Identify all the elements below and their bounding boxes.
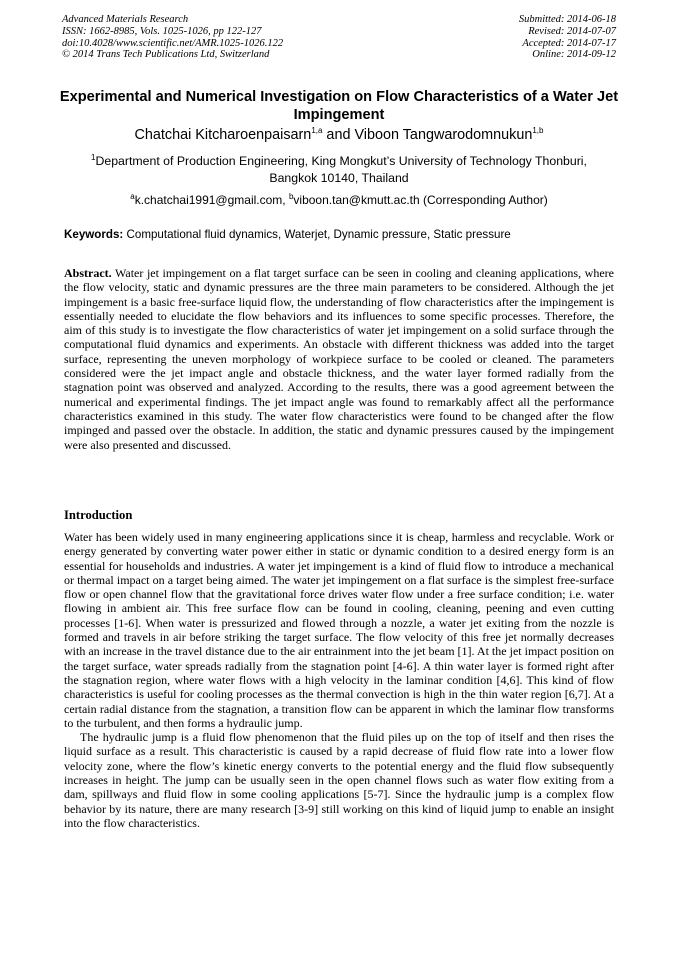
author-joiner: and bbox=[322, 127, 355, 143]
affiliation-line: Department of Production Engineering, King Mongkut’s University of Technology Thonburi, bbox=[95, 154, 587, 168]
abstract-text: Water jet impingement on a flat target surface can be seen in cooling and cleaning applications, where the flow velocity, static and dynamic pressures are the three main parameters to be considered. Although the jet impingement is a basic free-surface liquid flow, the understanding of flow characteristics after the impingement is essentially needed to elucidate the flow behaviors and its influences to some specific processes. Therefore, the aim of this study is to investigate the flow characteristics of water jet impingement on a solid surface through the computational fluid dynamics and experiments. An obstacle with different thickness was added into the target surface, representing the uneven morphology of workpiece surface to be cooled or cleaned. The parameters considered were the jet impact angle and obstacle thickness, and the water layer formed radially from the stagnation point was observed and analyzed. According to the results, there was a good agreement between the numerical and experimental findings. The jet impact angle was found to remarkably affect all the performance characteristics examined in this study. The water flow characteristics were found to be changed after the flow impinged and passed over the obstacle. In addition, the static and dynamic pressures caused by the impingement were also presented and discussed. bbox=[64, 266, 614, 452]
affiliation-mark: 1 bbox=[91, 152, 96, 162]
abstract bbox=[64, 266, 614, 452]
section-heading: Introduction bbox=[64, 508, 133, 522]
paragraph: Water has been widely used in many engineering applications since it is cheap, harmless and recyclable. Work or energy generated by converting water power either in static or dynamic condition to a desired energy form is an essential for households and industries. A water jet impingement is a kind of fluid flow to introduce a mechanical or thermal impact on a target being aimed. The water jet impingement on a flat surface is the simplest free-surface flow or open channel flow that the gravitational force drives water flow under a free surface condition; i.e. water flowing in ambient air. This free surface flow can be found in cooling, cleaning, peening and even cutting processes [1-6]. When water is pressurized and flowed through a nozzle, a water jet exiting from the nozzle is formed and travels in air before striking the target surface. The flow velocity of this free jet normally decreases with an increase in the travel distance due to the air entrainment into the jet beam [1]. At the jet impact position on the target surface, water spreads radially from the stagnation point [4-6]. A thin water layer is formed right after the stagnation region, where water flows with a high velocity in the laminar condition [4,6]. This kind of flow characteristics is useful for cooling processes as the thermal convection is high in the thin water region [6,7]. At a certain radial distance from the stagnation, a transition flow can be apparent in which the laminar flow transforms to the turbulent, and then forms a hydraulic jump. bbox=[64, 530, 614, 730]
paragraph: The hydraulic jump is a fluid flow phenomenon that the fluid piles up on the top of itself and then rises the liquid surface as a result. This characteristic is caused by a rapid decrease of fluid flow rate into a lower flow velocity zone, where the flow’s kinetic energy converts to the potential energy and the fluid flow subsequently increases in height. The jump can be usually seen in the open channel flows such as water flow exiting from a dam, spillways and fluid flow in some cooling applications [5-7]. Since the hydraulic jump is a complex flow behavior by its nature, there are many research [3-9] still working on this kind of liquid jump to enable an insight into the flow characteristics. bbox=[64, 730, 614, 830]
submitted-date: Submitted: 2014-06-18 bbox=[518, 14, 616, 25]
email-mark: a bbox=[130, 192, 135, 201]
accepted-date: Accepted: 2014-07-17 bbox=[522, 37, 616, 49]
online-date: Online: 2014-09-12 bbox=[532, 49, 616, 61]
keywords-label: Keywords: bbox=[64, 228, 124, 241]
journal-name: Advanced Materials Research bbox=[62, 14, 189, 25]
email-link[interactable]: k.chatchai1991@gmail.com, bbox=[134, 193, 289, 207]
keywords bbox=[64, 228, 624, 242]
keywords-text: Computational fluid dynamics, Waterjet, Dynamic pressure, Static pressure bbox=[123, 228, 511, 241]
author-emails bbox=[60, 193, 618, 207]
revised-date: Revised: 2014-07-07 bbox=[528, 25, 616, 37]
submission-dates bbox=[519, 14, 616, 61]
author-affiliation-mark: 1,b bbox=[532, 126, 544, 136]
introduction-body bbox=[64, 530, 614, 830]
author-name: Viboon Tangwarodomnukun bbox=[354, 127, 533, 143]
abstract-label: Abstract. bbox=[64, 266, 112, 280]
email-link[interactable]: viboon.tan@kmutt.ac.th (Corresponding Author) bbox=[293, 193, 548, 207]
affiliation-line: Bangkok 10140, Thailand bbox=[269, 171, 409, 185]
paper-title: Experimental and Numerical Investigation on Flow Characteristics of a Water Jet Impingement bbox=[59, 89, 619, 123]
author-list bbox=[40, 126, 638, 144]
doi-line[interactable]: doi:10.4028/www.scientific.net/AMR.1025-1026.122 bbox=[62, 37, 284, 49]
copyright-line: © 2014 Trans Tech Publications Ltd, Switzerland bbox=[62, 49, 270, 61]
author-name: Chatchai Kitcharoenpaisarn bbox=[134, 127, 312, 143]
affiliation bbox=[60, 153, 618, 187]
issn-line: ISSN: 1662-8985, Vols. 1025-1026, pp 122-127 bbox=[62, 25, 262, 37]
author-affiliation-mark: 1,a bbox=[311, 126, 323, 136]
email-mark: b bbox=[288, 192, 294, 201]
publication-info bbox=[62, 14, 283, 61]
